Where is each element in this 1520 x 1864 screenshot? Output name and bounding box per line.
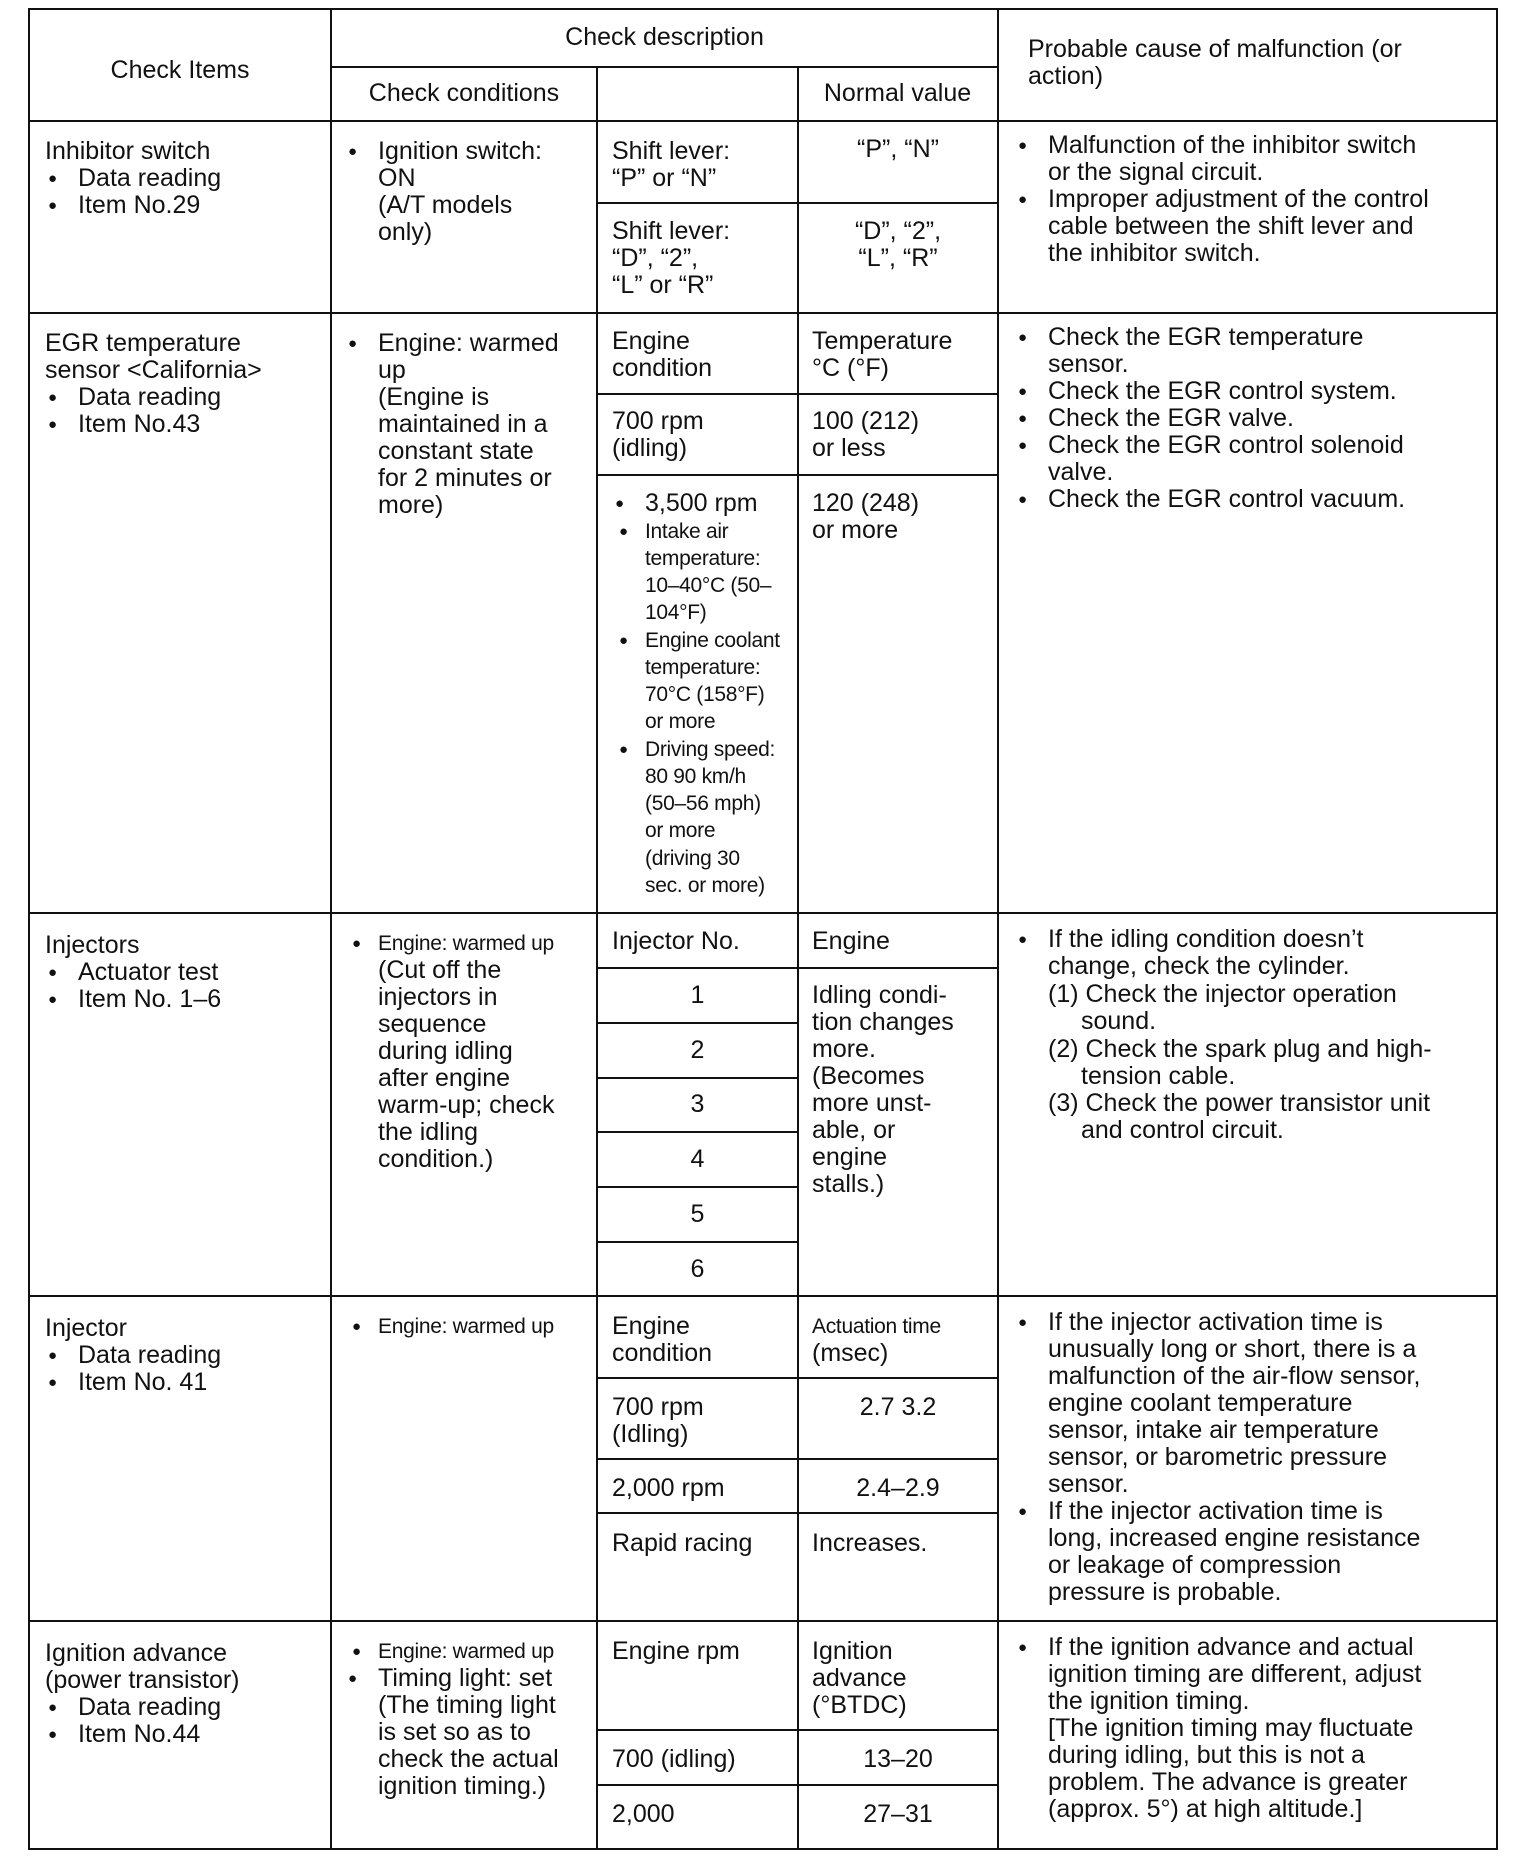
cause-text: problem. The advance is greater [1048, 1768, 1408, 1796]
cause-text: long, increased engine resistance [1048, 1524, 1421, 1552]
cause-text: and control circuit. [1081, 1116, 1284, 1144]
cause-text: engine coolant temperature [1048, 1389, 1353, 1417]
cause-text: the ignition timing. [1048, 1687, 1250, 1715]
subrow-condition: (Idling) [612, 1420, 689, 1448]
subrow-condition: (driving 30 [645, 847, 740, 870]
condition-text: sequence [378, 1010, 487, 1038]
subheader-value: Temperature [812, 327, 953, 355]
subrow-value: 2.4–2.9 [856, 1474, 940, 1502]
condition-text: (Engine is [378, 383, 490, 411]
subrow-condition: or more [645, 819, 716, 842]
subrow-divider [596, 967, 998, 969]
subrow-value: “L”, “R” [858, 244, 938, 272]
subheader-value: (°BTDC) [812, 1691, 907, 1719]
item-title: Ignition advance [45, 1639, 228, 1667]
item-number: ● Item No.29 [78, 192, 200, 219]
subrow-condition: 10–40°C (50– [645, 574, 772, 597]
subrow-condition: Shift lever: [612, 137, 731, 165]
condition-text: ● Timing light: set [378, 1665, 552, 1692]
subrow-divider [596, 1022, 798, 1024]
cause-text: ● If the injector activation time is [1048, 1498, 1383, 1525]
item-number: ● Item No. 1–6 [78, 986, 221, 1013]
normal-value-text: more unst- [812, 1089, 932, 1117]
condition-text: for 2 minutes or [378, 464, 552, 492]
cause-text: change, check the cylinder. [1048, 952, 1350, 980]
subrow-condition: 700 rpm [612, 407, 704, 435]
subheader-condition: condition [612, 1339, 713, 1367]
cause-text: or leakage of compression [1048, 1551, 1342, 1579]
subheader-value: (msec) [812, 1339, 889, 1367]
injector-number: 2 [690, 1036, 705, 1064]
subrow-value: 27–31 [863, 1800, 933, 1828]
cause-text: ● Check the EGR valve. [1048, 405, 1294, 432]
subheader-condition: Engine [612, 327, 690, 355]
condition-text: (Cut off the [378, 956, 502, 984]
cause-text: sensor. [1048, 350, 1129, 378]
subrow-divider [596, 1377, 998, 1379]
subrow-value: or less [812, 434, 886, 462]
condition-text: during idling [378, 1037, 513, 1065]
table-border-bottom [28, 1848, 1498, 1850]
normal-value-text: able, or [812, 1116, 896, 1144]
condition-text: ● Engine: warmed up [378, 1313, 554, 1340]
cause-text: sensor, intake air temperature [1048, 1416, 1379, 1444]
subrow-condition: or more [645, 710, 716, 733]
condition-text: injectors in [378, 983, 498, 1011]
item-title: Injector [45, 1314, 127, 1342]
subrow-condition: temperature: [645, 656, 761, 679]
subrow-divider [596, 202, 998, 204]
injector-number: 1 [690, 981, 705, 1009]
subrow-condition: “L” or “R” [612, 271, 714, 299]
table-border-top [28, 8, 1498, 10]
item-mode: ● Data reading [78, 1694, 221, 1721]
subrow-condition: 2,000 rpm [612, 1474, 725, 1502]
cause-text: sensor. [1048, 1470, 1129, 1498]
subrow-condition: 70°C (158°F) [645, 683, 765, 706]
subrow-value: 120 (248) [812, 489, 920, 517]
subheader-condition: Injector No. [612, 927, 740, 955]
row-divider [28, 912, 1498, 914]
header-normal-value: Normal value [823, 79, 972, 107]
cause-text: ● Check the EGR control vacuum. [1048, 486, 1405, 513]
subrow-value: “P”, “N” [857, 135, 939, 163]
condition-text: constant state [378, 437, 534, 465]
item-mode: ● Data reading [78, 1342, 221, 1369]
subrow-condition: ● Intake air [645, 518, 728, 545]
subrow-condition: ● Engine coolant [645, 627, 780, 654]
item-title: sensor <California> [45, 356, 262, 384]
condition-text: ● Ignition switch: [378, 138, 542, 165]
cause-text: [The ignition timing may fluctuate [1048, 1714, 1414, 1742]
subrow-divider [596, 1458, 998, 1460]
subrow-divider [596, 393, 998, 395]
subheader-value: advance [812, 1664, 907, 1692]
cause-text: ● Check the EGR control system. [1048, 378, 1397, 405]
subrow-condition: “D”, “2”, [612, 244, 699, 272]
cause-text: unusually long or short, there is a [1048, 1335, 1417, 1363]
column-divider [596, 66, 598, 1850]
condition-text: ● Engine: warmed up [378, 930, 554, 957]
header-check-description: Check description [565, 23, 764, 51]
subrow-divider [596, 1131, 798, 1133]
cause-text: ● Check the EGR temperature [1048, 324, 1363, 351]
condition-text: ● Engine: warmed up [378, 1638, 554, 1665]
subrow-condition: Shift lever: [612, 217, 731, 245]
normal-value-text: more. [812, 1035, 876, 1063]
row-divider [28, 312, 1498, 314]
subheader-value: Engine [812, 927, 890, 955]
condition-text: after engine [378, 1064, 511, 1092]
subheader-value: Actuation time [812, 1315, 941, 1338]
subrow-condition: “P” or “N” [612, 164, 717, 192]
cause-text: tension cable. [1081, 1062, 1236, 1090]
subheader-value: °C (°F) [812, 354, 889, 382]
injector-number: 5 [690, 1200, 705, 1228]
condition-text: ignition timing.) [378, 1772, 547, 1800]
subrow-condition: ● 3,500 rpm [645, 490, 758, 517]
normal-value-text: engine [812, 1143, 888, 1171]
subrow-divider [596, 474, 998, 476]
subrow-divider [596, 1186, 798, 1188]
condition-text: more) [378, 491, 444, 519]
row-divider [28, 1295, 1498, 1297]
subrow-value: “D”, “2”, [854, 217, 942, 245]
cause-text: ● If the idling condition doesn’t [1048, 926, 1364, 953]
subrow-divider [596, 1512, 998, 1514]
subrow-divider [596, 1077, 798, 1079]
condition-text: ● Engine: warmed [378, 330, 559, 357]
header-check-conditions: Check conditions [368, 79, 560, 107]
cause-text: (3) Check the power transistor unit [1048, 1089, 1431, 1117]
header-check-items: Check Items [110, 56, 250, 84]
injector-number: 3 [690, 1090, 705, 1118]
subrow-condition: (50–56 mph) [645, 792, 761, 815]
header-probable-cause: Probable cause of malfunction (or action) [1028, 35, 1402, 90]
condition-text: check the actual [378, 1745, 559, 1773]
condition-text: condition.) [378, 1145, 494, 1173]
subheader-condition: condition [612, 354, 713, 382]
subrow-value: 2.7 3.2 [859, 1393, 937, 1421]
header-divider [330, 66, 998, 68]
condition-text: the idling [378, 1118, 479, 1146]
row-divider [28, 1620, 1498, 1622]
item-title: Injectors [45, 931, 140, 959]
injector-number: 4 [690, 1145, 705, 1173]
condition-text: up [378, 356, 406, 384]
subrow-value: 13–20 [863, 1745, 933, 1773]
condition-text: (A/T models [378, 191, 513, 219]
subheader-condition: Engine [612, 1312, 690, 1340]
item-number: ● Item No.43 [78, 411, 200, 438]
subrow-condition: Rapid racing [612, 1529, 753, 1557]
subrow-condition: 104°F) [645, 601, 707, 624]
cause-text: during idling, but this is not a [1048, 1741, 1365, 1769]
cause-text: (2) Check the spark plug and high- [1048, 1035, 1432, 1063]
subrow-condition: 2,000 [612, 1800, 675, 1828]
item-mode: ● Actuator test [78, 959, 218, 986]
condition-text: maintained in a [378, 410, 548, 438]
cause-text: sound. [1081, 1007, 1157, 1035]
item-number: ● Item No. 41 [78, 1369, 207, 1396]
cause-text: or the signal circuit. [1048, 158, 1264, 186]
condition-text: ON [378, 164, 416, 192]
normal-value-text: stalls.) [812, 1170, 885, 1198]
subrow-divider [596, 1729, 998, 1731]
cause-text: valve. [1048, 458, 1114, 486]
item-mode: ● Data reading [78, 165, 221, 192]
cause-text: ignition timing are different, adjust [1048, 1660, 1422, 1688]
item-title: Inhibitor switch [45, 137, 211, 165]
injector-number: 6 [690, 1255, 705, 1283]
subheader-condition: Engine rpm [612, 1637, 740, 1665]
column-divider [797, 66, 799, 1850]
subrow-value: Increases. [812, 1529, 928, 1557]
subrow-divider [596, 1241, 798, 1243]
normal-value-text: (Becomes [812, 1062, 925, 1090]
item-number: ● Item No.44 [78, 1721, 200, 1748]
table-border-left [28, 8, 30, 1850]
condition-text: is set so as to [378, 1718, 531, 1746]
condition-text: (The timing light [378, 1691, 556, 1719]
subrow-condition: 80 90 km/h [645, 765, 746, 788]
cause-text: ● Improper adjustment of the control [1048, 186, 1429, 213]
cause-text: (approx. 5°) at high altitude.] [1048, 1795, 1363, 1823]
cause-text: ● If the injector activation time is [1048, 1309, 1383, 1336]
subrow-divider [596, 1784, 998, 1786]
subrow-value: 100 (212) [812, 407, 920, 435]
item-mode: ● Data reading [78, 384, 221, 411]
cause-text: sensor, or barometric pressure [1048, 1443, 1388, 1471]
subrow-condition: sec. or more) [645, 874, 765, 897]
normal-value-text: Idling condi- [812, 981, 947, 1009]
cause-text: cable between the shift lever and [1048, 212, 1414, 240]
table-border-right [1496, 8, 1498, 1850]
subrow-condition: 700 rpm [612, 1393, 704, 1421]
normal-value-text: tion changes [812, 1008, 954, 1036]
condition-text: only) [378, 218, 433, 246]
cause-text: ● Malfunction of the inhibitor switch [1048, 132, 1416, 159]
item-title: EGR temperature [45, 329, 241, 357]
subrow-condition: temperature: [645, 547, 761, 570]
item-title: (power transistor) [45, 1666, 240, 1694]
subheader-value: Ignition [812, 1637, 893, 1665]
cause-text: ● Check the EGR control solenoid [1048, 432, 1404, 459]
column-divider [997, 8, 999, 1850]
condition-text: warm-up; check [378, 1091, 555, 1119]
subrow-value: or more [812, 516, 899, 544]
cause-text: (1) Check the injector operation [1048, 980, 1397, 1008]
cause-text: malfunction of the air-flow sensor, [1048, 1362, 1421, 1390]
cause-text: pressure is probable. [1048, 1578, 1282, 1606]
column-divider [330, 8, 332, 1850]
subrow-condition: ● Driving speed: [645, 736, 775, 763]
subrow-condition: 700 (idling) [612, 1745, 736, 1773]
subrow-condition: (idling) [612, 434, 688, 462]
cause-text: the inhibitor switch. [1048, 239, 1261, 267]
row-divider [28, 120, 1498, 122]
cause-text: ● If the ignition advance and actual [1048, 1634, 1414, 1661]
